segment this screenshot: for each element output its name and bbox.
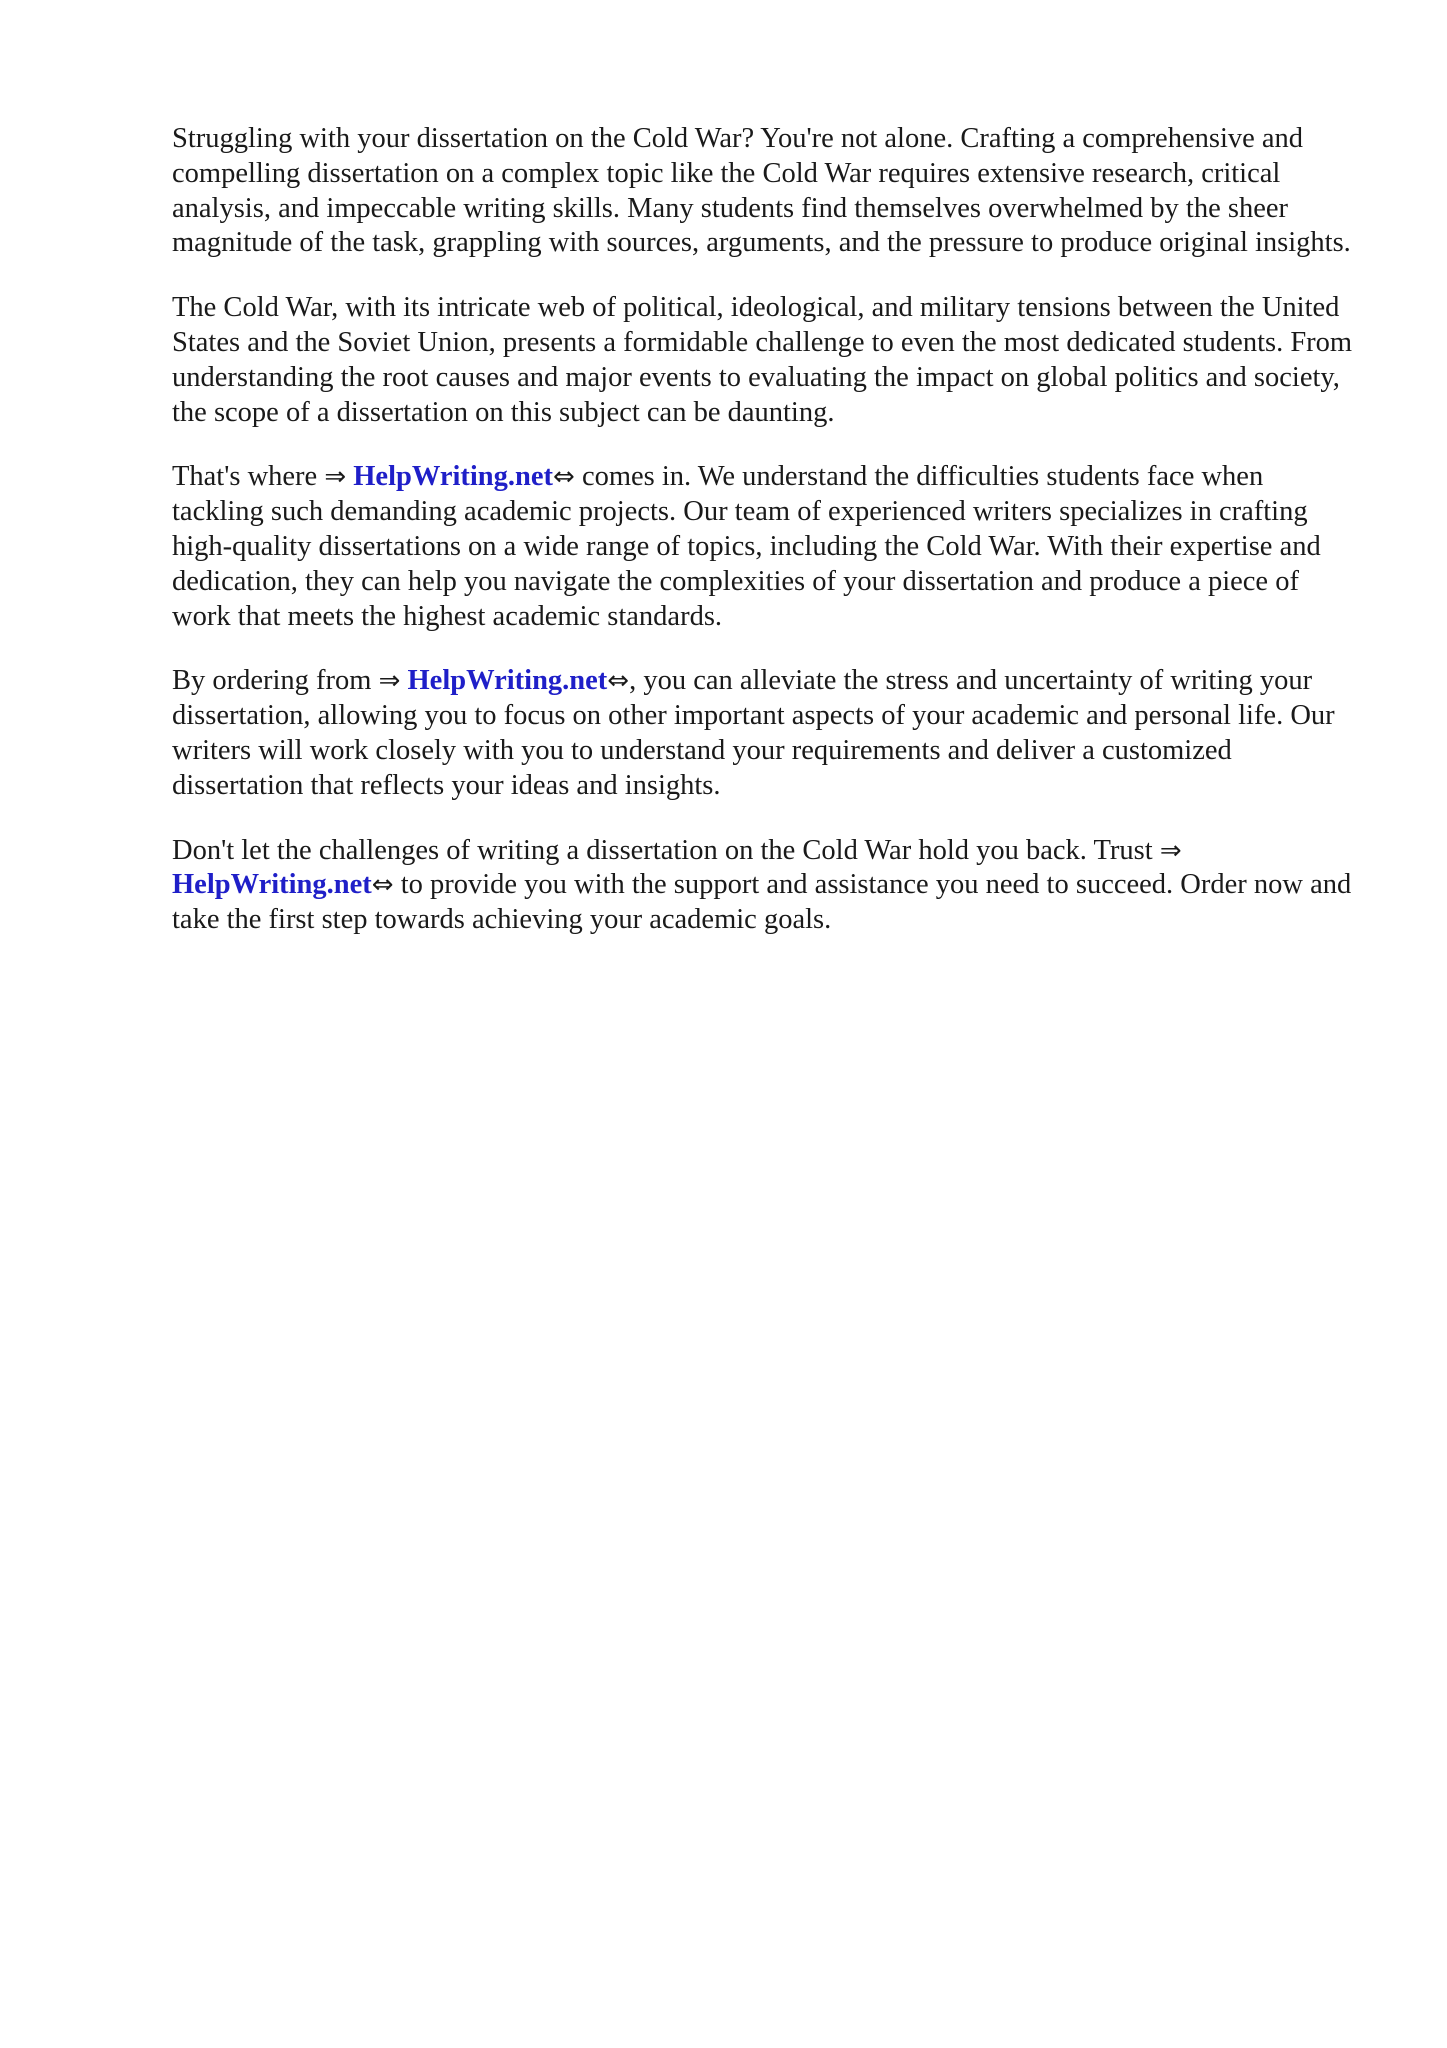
paragraph-3 (172, 460, 1362, 634)
double-arrow-icon: ⇔ (371, 870, 394, 901)
document-body (172, 122, 1362, 968)
paragraph-1 (172, 122, 1362, 261)
paragraph-3-before: That's where (172, 461, 325, 493)
paragraph-2 (172, 291, 1362, 430)
helpwriting-link[interactable]: HelpWriting.net (407, 665, 608, 697)
right-arrow-icon: ⇒ (324, 462, 347, 493)
right-arrow-icon: ⇒ (1159, 835, 1182, 866)
paragraph-1-text: Struggling with your dissertation on the Cold War? You're not alone. Crafting a comprehensive and compelling dissertation on a complex topic like the Cold War requires extensive research, critical analysis, and impeccable writing skills. Many students find themselves overwhelmed by the sheer magnitude of the task, grappling with sources, arguments, and the pressure to produce original insights. (172, 123, 1351, 259)
double-arrow-icon: ⇔ (553, 462, 575, 493)
helpwriting-link[interactable]: HelpWriting.net (172, 869, 372, 901)
paragraph-4-before: By ordering from (172, 665, 379, 697)
paragraph-3-after: comes in. We understand the difficulties students face when tackling such demanding academic projects. Our team of experienced writers specializes in crafting high-quality dissertations on a wide range of topics, including the Cold War. With their expertise and dedication, they can help you navigate the complexities of your dissertation and produce a piece of work that meets the highest academic standards. (172, 461, 1321, 632)
paragraph-4 (172, 664, 1362, 803)
right-arrow-icon: ⇒ (378, 666, 401, 697)
paragraph-2-text: The Cold War, with its intricate web of political, ideological, and military tensions between the United States and the Soviet Union, presents a formidable challenge to even the most dedicated students. From understanding the root causes and major events to evaluating the impact on global politics and society, the scope of a dissertation on this subject can be daunting. (172, 292, 1353, 428)
double-arrow-icon: ⇔ (607, 666, 630, 697)
helpwriting-link[interactable]: HelpWriting.net (353, 461, 554, 493)
paragraph-5-after: to provide you with the support and assistance you need to succeed. Order now and take the first step towards achieving your academic goals. (172, 869, 1352, 936)
paragraph-5 (172, 834, 1362, 938)
paragraph-4-after: , you can alleviate the stress and uncertainty of writing your dissertation, allowing you to focus on other important aspects of your academic and personal life. Our writers will work closely with you to understand your requirements and deliver a customized dissertation that reflects your ideas and insights. (172, 665, 1335, 801)
paragraph-5-before: Don't let the challenges of writing a dissertation on the Cold War hold you back. Trust (172, 834, 1160, 866)
